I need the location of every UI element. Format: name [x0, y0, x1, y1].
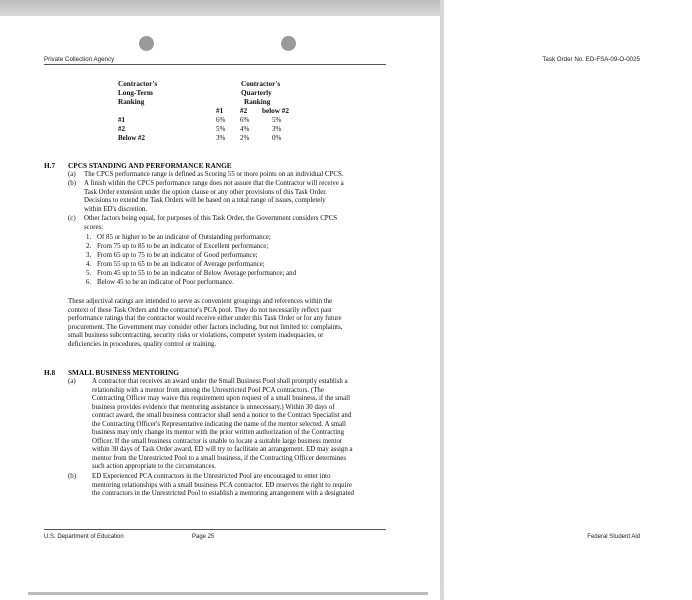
h8-item-a-line1: A contractor that receives an award under the Small Business Pool shall promptly establish a [92, 378, 348, 385]
row-header-line1: Contractor's [118, 80, 158, 88]
footer-page-number: Page 25 [192, 534, 215, 540]
score-number-4: 4. [86, 261, 92, 268]
h7-item-b-line2: Task Order extension under the option clause or any other provisions of this Task Order. [84, 188, 327, 196]
scan-streak [28, 592, 428, 595]
section-h8-title: SMALL BUSINESS MENTORING [68, 368, 179, 377]
h8-item-b-mark: (b) [68, 473, 77, 480]
h7-item-b-line3: Decisions to extend the Task Orders will be based on a total range of issues, completely [84, 197, 326, 204]
footer-right: Federal Student Aid [587, 534, 640, 540]
header-rule [44, 64, 386, 65]
score-item-4: From 55 up to 65 to be an indicator of Average performance; [97, 261, 265, 268]
row-header-line3: Ranking [118, 98, 145, 106]
h7-paragraph-line1: These adjectival ratings are intended to serve as convenient groupings and references within the [68, 298, 333, 305]
h8-item-a-line10: mentor from the Unrestricted Pool to a small business, if the Contracting Officer determines [92, 454, 346, 462]
h7-paragraph-line3: performance ratings that the contractor would receive either under this Task Order or for any future [68, 315, 342, 322]
h8-item-a-line11: such action appropriate to the circumstances. [92, 463, 216, 470]
h7-item-b-mark: (b) [68, 180, 77, 187]
cell-r3-c1: 3% [216, 134, 226, 142]
h7-item-a-mark: (a) [68, 171, 76, 178]
col-label-3: below #2 [262, 107, 289, 115]
cell-r1-c2: 6% [240, 116, 250, 124]
h7-item-c-line1: Other factors being equal, for purposes of this Task Order, the Government considers CPCS [84, 215, 338, 222]
header-right: Task Order No. ED-FSA-09-O-0025 [542, 56, 640, 63]
h8-item-a-line6: the Contracting Officer's Representative indicating the name of the mentor selected. A small [92, 420, 346, 428]
score-item-5: From 45 up to 55 to be an indicator of Below Average performance; and [97, 270, 297, 277]
cell-r2-c2: 4% [240, 125, 250, 133]
h8-item-a-line5: contract award, the small business contractor shall send a notice to the Contract Specialist and [92, 412, 352, 419]
h8-item-b-line1: ED Experienced PCA contractors in the Unrestricted Pool are encouraged to enter into [92, 473, 331, 480]
col-label-2: #2 [240, 107, 248, 115]
col-group-header-line3: Ranking [244, 98, 271, 106]
footer-rule [44, 529, 386, 530]
scan-top-shadow [0, 0, 444, 16]
cell-r3-c2: 2% [240, 134, 250, 142]
h7-paragraph-line5: small business subcontracting, security risks or violations, computer system inadequacies, or [68, 332, 324, 339]
h7-paragraph-line6: deficiencies in procedures, quality control or training. [68, 340, 217, 348]
h8-item-b-line3: the contractors in the Unrestricted Pool to establish a mentoring arrangement with a designated [92, 490, 354, 497]
col-label-1: #1 [216, 107, 224, 115]
score-item-2: From 75 up to 85 to be an indicator of Excellent performance; [97, 243, 269, 250]
row-header-line2: Long-Term [118, 89, 153, 97]
row-label-3: Below #2 [118, 134, 146, 142]
punch-hole-right [281, 36, 296, 51]
row-label-2: #2 [118, 125, 125, 133]
section-h8-number: H.8 [44, 368, 56, 377]
footer-left: U.S. Department of Education [44, 534, 124, 540]
score-number-3: 3. [86, 252, 92, 259]
row-label-1: #1 [118, 116, 125, 124]
col-group-header-line2: Quarterly [241, 89, 272, 97]
cell-r1-c1: 6% [216, 116, 226, 124]
scan-bottom-margin [0, 586, 440, 600]
h8-item-b-line2: mentoring relationships with a small business PCA contractor. ED reserves the right to require [92, 481, 352, 489]
h7-item-c-line2: scores: [84, 223, 104, 231]
cell-r2-c1: 5% [216, 125, 226, 133]
h8-item-a-mark: (a) [68, 378, 76, 385]
cell-r1-c3: 5% [272, 116, 282, 124]
scan-right-margin [440, 0, 692, 600]
h8-item-a-line8: Officer. If the small business contractor is unable to locate a suitable large business mentor [92, 437, 343, 445]
punch-hole-left [139, 36, 154, 51]
section-h7-number: H.7 [44, 161, 56, 170]
h8-item-a-line7: business may only change its mentor with the prior written authorization of the Contracting [92, 429, 345, 436]
score-number-1: 1. [86, 234, 92, 241]
h8-item-a-line3: Contracting Officer may waive this requirement upon request of a small business, if the small [92, 395, 351, 402]
h7-paragraph-line2: context of these Task Orders and the contractor's PCA pool. They do not necessarily reflect past [68, 306, 332, 314]
score-item-1: Of 85 or higher to be an indicator of Outstanding performance; [97, 234, 271, 241]
col-group-header-line1: Contractor's [241, 80, 281, 88]
h7-item-c-mark: (c) [68, 215, 76, 222]
score-number-6: 6. [86, 279, 92, 286]
h7-item-b-line1: A finish within the CPCS performance range does not assure that the Contractor will receive a [84, 180, 344, 187]
score-item-3: From 65 up to 75 to be an indicator of Good performance; [97, 252, 258, 259]
h8-item-a-line2: relationship with a mentor from among the Unrestricted Pool PCA contractors. (The [92, 386, 324, 394]
h7-item-a-line1: The CPCS performance range is defined as Scoring 55 or more points on an individual CPCS. [84, 171, 344, 178]
score-number-2: 2. [86, 243, 92, 250]
h8-item-a-line4: business provides evidence that mentoring assistance is unnecessary.) Within 30 days of [92, 403, 335, 411]
section-h7-title: CPCS STANDING AND PERFORMANCE RANGE [68, 161, 232, 170]
header-left: Private Collection Agency [44, 56, 115, 63]
h7-paragraph-line4: procurement. The Government may consider other factors including, but not limited to: complaints, [68, 323, 343, 331]
cell-r3-c3: 0% [272, 134, 282, 142]
score-number-5: 5. [86, 270, 92, 277]
h8-item-a-line9: within 30 days of Task Order award, ED will try to facilitate an arrangement. ED may assign a [92, 446, 353, 453]
h7-item-b-line4: within ED's discretion. [84, 205, 148, 213]
score-item-6: Below 45 to be an indicator of Poor performance. [97, 279, 234, 286]
cell-r2-c3: 3% [272, 125, 282, 133]
